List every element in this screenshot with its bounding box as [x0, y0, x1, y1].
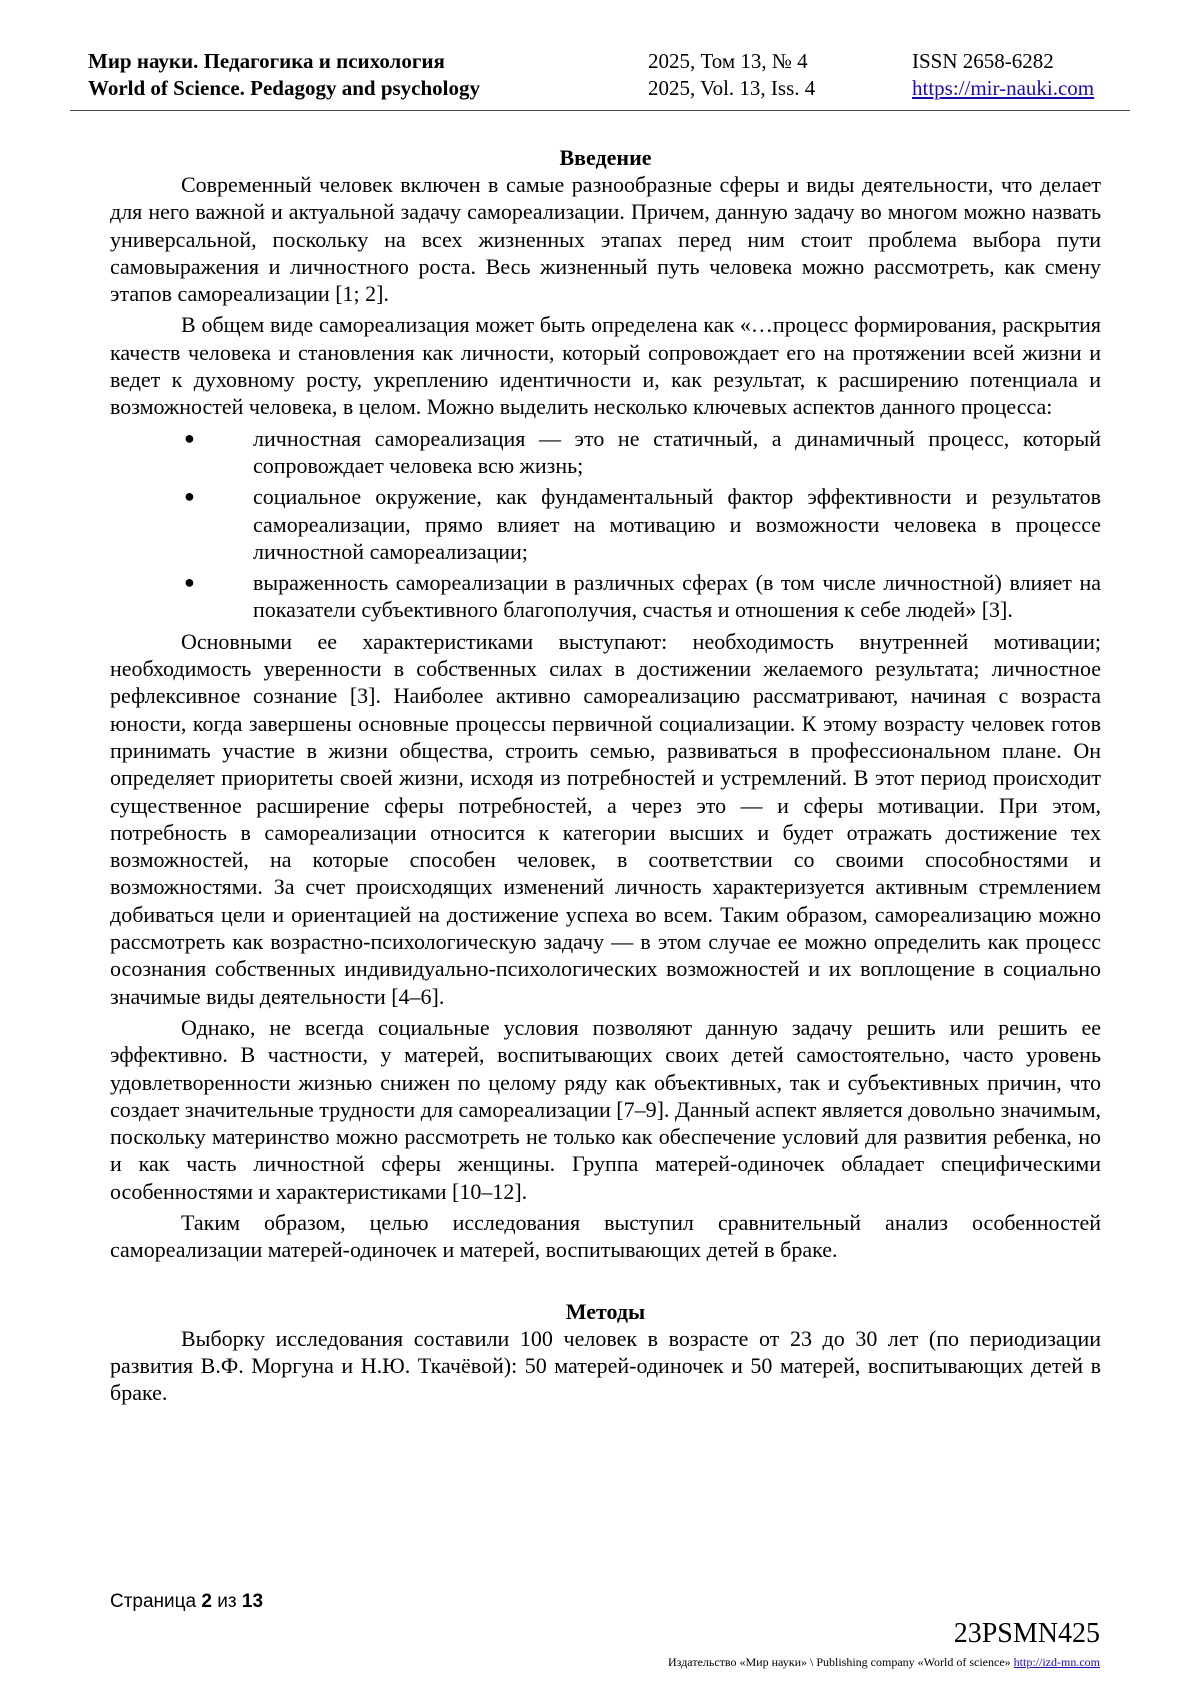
section-spacer [110, 1268, 1101, 1298]
list-item [110, 483, 1101, 565]
publisher-line [668, 1655, 1100, 1670]
journal-title [88, 48, 480, 102]
header-divider [70, 110, 1130, 111]
list-item-text: социальное окружение, как фундаментальный фактор эффективности и результатов самореализации, прямо влияет на мотивацию и возможности человека в процессе личностной самореализации; [253, 484, 1101, 564]
article-code: 23PSMN425 [953, 1618, 1100, 1649]
aspects-list [110, 425, 1101, 624]
page-label: Страница [110, 1591, 197, 1612]
issn: ISSN 2658-6282 [912, 49, 1054, 73]
issue-info [648, 48, 815, 102]
intro-paragraph-4: Однако, не всегда социальные условия позволяют данную задачу решить или решить ее эффективно. В частности, у матерей, воспитывающих своих детей самостоятельно, часто уровень удовлетворенности жизнью снижен по целому ряду как объективных, так и субъективных причин, что создает значительные трудности для самореализации [7–9]. Данный аспект является довольно значимым, поскольку материнство можно рассмотреть не только как обеспечение условий для развития ребенка, но и как часть личностной сферы женщины. Группа матерей-одиночек обладает специфическими особенностями и характеристиками [10–12]. [110, 1014, 1101, 1204]
bullet-icon: ● [184, 572, 195, 593]
page-total: 13 [241, 1591, 264, 1612]
list-item-text: выраженность самореализации в различных сферах (в том числе личностной) влияет на показатели субъективного благополучия, счастья и отношения к себе людей» [3]. [253, 570, 1101, 623]
issue-info-en: 2025, Vol. 13, Iss. 4 [648, 76, 816, 100]
issue-info-ru: 2025, Том 13, № 4 [648, 49, 808, 73]
website-link[interactable]: https://mir-nauki.com [912, 76, 1095, 100]
methods-paragraph-1: Выборку исследования составили 100 человек в возрасте от 23 до 30 лет (по периодизации развития В.Ф. Моргуна и Н.Ю. Ткачёвой): 50 матерей-одиночек и 50 матерей, воспитывающих детей в браке. [110, 1325, 1101, 1406]
journal-title-en: World of Science. Pedagogy and psychology [88, 76, 481, 100]
bullet-icon: ● [184, 486, 195, 507]
intro-paragraph-1: Современный человек включен в самые разнообразные сферы и виды деятельности, что делает для него важной и актуальной задачу самореализации. Причем, данную задачу во многом можно назвать универсальной, поскольку на всех жизненных этапах перед ним стоит проблема выбора пути самовыражения и личностного роста. Весь жизненный путь человека можно рассмотреть, как смену этапов самореализации [1; 2]. [110, 172, 1101, 307]
article-body [110, 144, 1101, 1410]
section-heading-intro: Введение [559, 145, 652, 170]
bullet-icon: ● [184, 427, 195, 448]
section-heading-methods: Методы [565, 1298, 646, 1324]
journal-title-ru: Мир науки. Педагогика и психология [88, 49, 445, 73]
intro-paragraph-3: Основными ее характеристиками выступают: необходимость внутренней мотивации; необходимость уверенности в собственных силах в достижении желаемого результата; личностное рефлексивное сознание [3]. Наиболее активно самореализацию рассматривают, начиная с возраста юности, когда завершены основные процессы первичной социализации. К этому возрасту человек готов принимать участие в жизни общества, строить семью, развиваться в профессиональном плане. Он определяет приоритеты своей жизни, исходя из потребностей и устремлений. В этот период происходит существенное расширение сферы потребностей, а через это — и сферы мотивации. При этом, потребность в самореализации относится к категории высших и будет отражать достижение тех возможностей, на которые способен человек, в соответствии со своими способностями и возможностями. За счет происходящих изменений личность характеризуется активным стремлением добиваться цели и ориентацией на достижение успеха во всем. Таким образом, самореализацию можно рассмотреть как возрастно-психологическую задачу — в этом случае ее можно определить как процесс осознания собственных индивидуально-психологических возможностей и их воплощение в социально значимые виды деятельности [4–6]. [110, 628, 1101, 1009]
intro-paragraph-5: Таким образом, целью исследования выступил сравнительный анализ особенностей самореализации матерей-одиночек и матерей, воспитывающих детей в браке. [110, 1209, 1101, 1263]
page-number [110, 1591, 263, 1613]
intro-paragraph-2: В общем виде самореализация может быть определена как «…процесс формирования, раскрытия качеств человека и становления как личности, который сопровождает его на протяжении всей жизни и ведет к духовному росту, укреплению идентичности и, как результат, к расширению потенциала и возможностей человека, в целом. Можно выделить несколько ключевых аспектов данного процесса: [110, 312, 1101, 420]
page-of: из [217, 1591, 237, 1612]
list-item [110, 569, 1101, 624]
publisher-text: Издательство «Мир науки» \ Publishing company «World of science» [668, 1655, 1011, 1669]
list-item-text: личностная самореализация — это не статичный, а динамичный процесс, который сопровождает человека всю жизнь; [253, 425, 1101, 478]
publisher-link[interactable]: http://izd-mn.com [1013, 1655, 1100, 1669]
journal-identifiers [912, 48, 1094, 102]
page-current: 2 [201, 1591, 212, 1612]
list-item [110, 425, 1101, 480]
